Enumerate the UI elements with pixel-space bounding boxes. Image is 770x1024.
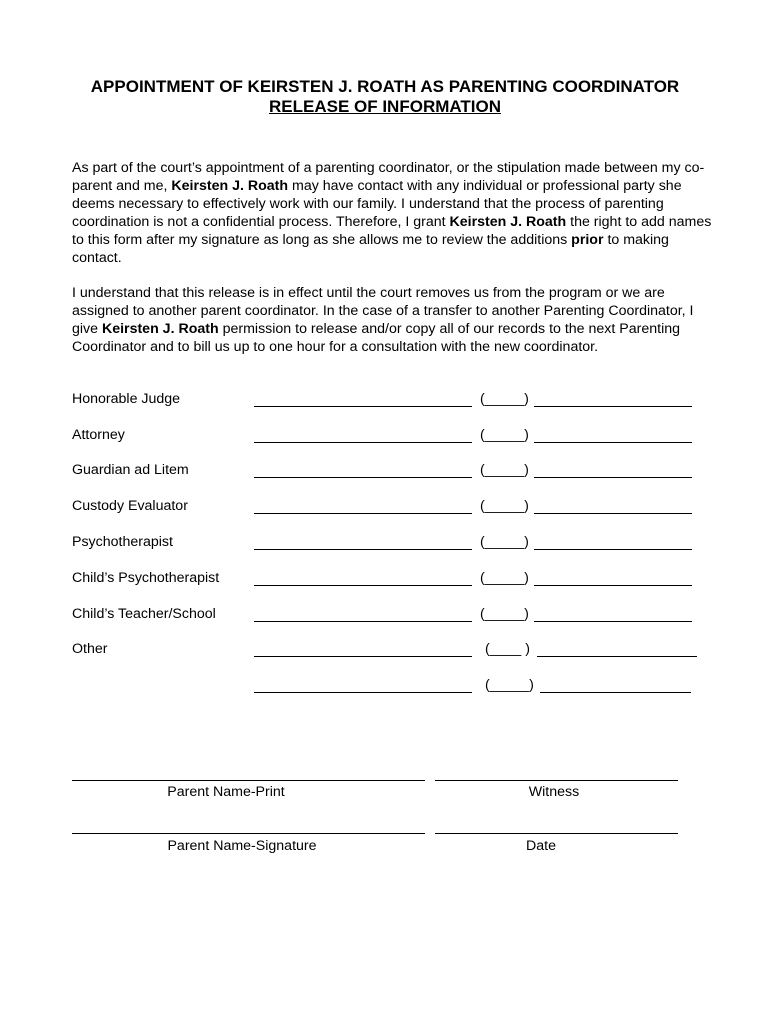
contact-label: Other [72,641,108,657]
contact-name-field[interactable] [254,442,472,443]
phone-area-code[interactable]: (_____) [480,534,529,550]
parent-signature-label: Parent Name-Signature [167,838,317,854]
consent-paragraph: As part of the court’s appointment of a parenting coordinator, or the stipulation made between my co-parent and me, Keirsten J. Roath may have contact with any individual or professional party she deems necessary to effectively work with our family. I understand that the process of parenting coordination is not a confidential process. Therefore, I grant Keirsten J. Roath the right to add names to this form after my signature as long as she allows me to review the additions prior to making contact. [72,160,712,266]
document-subtitle: RELEASE OF INFORMATION [268,97,501,116]
transfer-paragraph: I understand that this release is in effect until the court removes us from the program or we are assigned to another parent coordinator. In the case of a transfer to another Parenting Coordinator, I give Keirsten J. Roath permission to release and/or copy all of our records to the next Parenting Coordinator and to bill us up to one hour for a consultation with the new coordinator. [72,285,694,355]
contact-name-field[interactable] [254,656,472,657]
contact-label: Child’s Psychotherapist [72,570,220,586]
phone-area-code[interactable]: (_____) [480,391,529,407]
witness-label: Witness [528,784,580,800]
phone-area-code[interactable]: (_____) [480,427,529,443]
contact-name-field[interactable] [254,585,472,586]
parent-signature-line[interactable] [72,833,425,834]
phone-number-field[interactable] [534,442,692,443]
contact-label: Psychotherapist [72,534,173,550]
phone-number-field[interactable] [534,477,692,478]
phone-area-code[interactable]: (_____) [480,462,529,478]
phone-number-field[interactable] [540,692,691,693]
contact-name-field[interactable] [254,692,472,693]
contact-label: Attorney [72,427,125,443]
contact-label: Honorable Judge [72,391,181,407]
witness-line[interactable] [435,780,678,781]
phone-area-code[interactable]: (____ ) [485,641,530,657]
contact-name-field[interactable] [254,621,472,622]
document-title: APPOINTMENT OF KEIRSTEN J. ROATH AS PARENTING COORDINATOR [90,77,680,96]
phone-number-field[interactable] [534,406,692,407]
phone-number-field[interactable] [534,585,692,586]
contact-label: Custody Evaluator [72,498,188,514]
contact-label: Child’s Teacher/School [72,606,216,622]
phone-area-code[interactable]: (_____) [480,606,529,622]
contact-name-field[interactable] [254,513,472,514]
date-line[interactable] [435,833,678,834]
parent-name-print-line[interactable] [72,780,425,781]
contact-name-field[interactable] [254,549,472,550]
phone-area-code[interactable]: (_____) [480,498,529,514]
phone-number-field[interactable] [534,621,692,622]
phone-number-field[interactable] [534,549,692,550]
parent-name-print-label: Parent Name-Print [167,784,285,800]
phone-area-code[interactable]: (_____) [480,570,529,586]
phone-number-field[interactable] [537,656,697,657]
contact-name-field[interactable] [254,406,472,407]
contact-label: Guardian ad Litem [72,462,189,478]
phone-area-code[interactable]: (_____) [485,677,534,693]
phone-number-field[interactable] [534,513,692,514]
date-label: Date [526,838,556,854]
contact-name-field[interactable] [254,477,472,478]
